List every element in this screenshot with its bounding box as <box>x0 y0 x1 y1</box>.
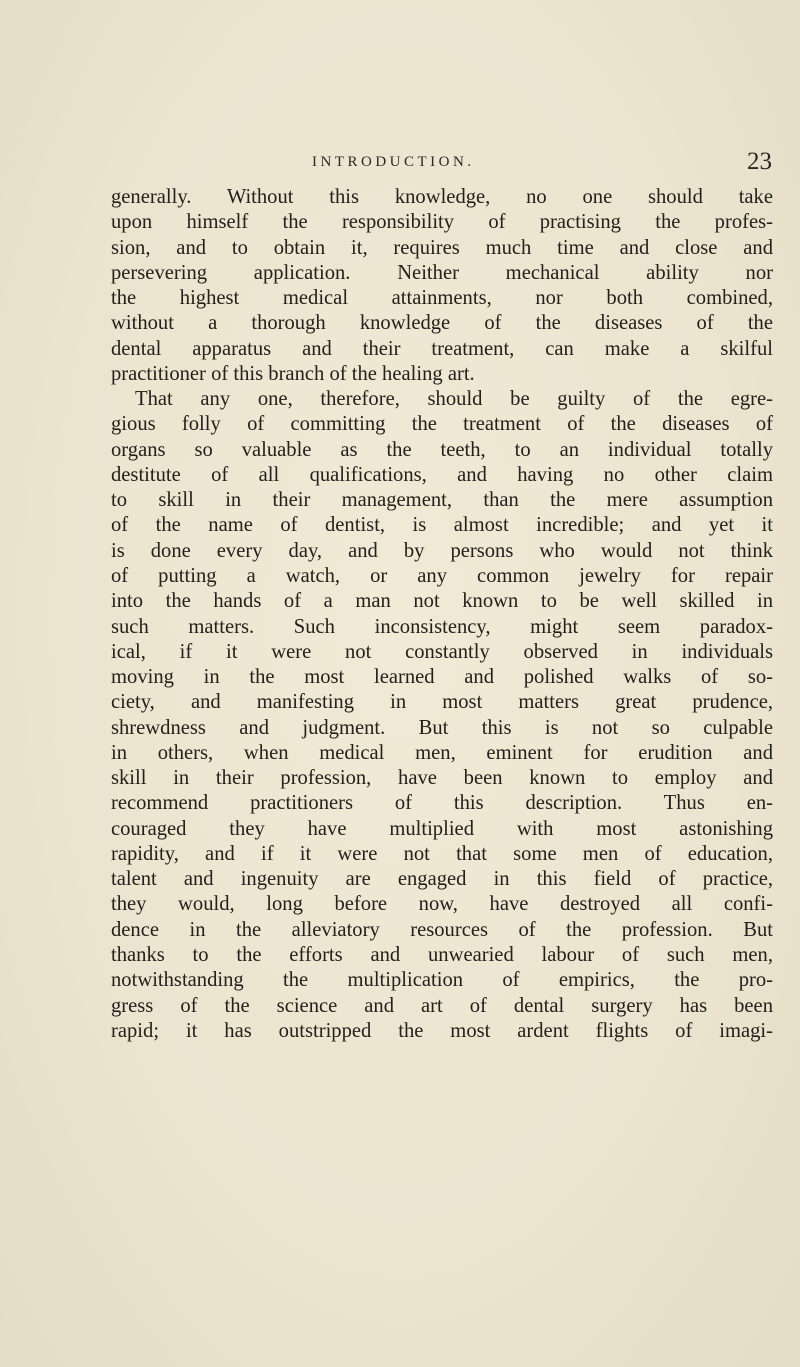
text-line: rapid; it has outstripped the most ardent flights of imagi- <box>111 1019 773 1042</box>
text-line: rapidity, and if it were not that some men of education, <box>111 842 773 865</box>
text-line: gress of the science and art of dental surgery has been <box>111 994 773 1017</box>
text-line: destitute of all qualifications, and having no other claim <box>111 463 773 486</box>
text-line: such matters. Such inconsistency, might seem paradox- <box>111 615 773 638</box>
text-line: generally. Without this knowledge, no one should take <box>111 186 773 208</box>
text-line: in others, when medical men, eminent for erudition and <box>111 741 773 764</box>
text-line: couraged they have multiplied with most astonishing <box>111 817 773 840</box>
text-line: That any one, therefore, should be guilty of the egre- <box>135 388 773 411</box>
text-line: organs so valuable as the teeth, to an individual totally <box>111 438 773 461</box>
text-line: upon himself the responsibility of practising the profes- <box>111 211 773 234</box>
text-line: gious folly of committing the treatment of the diseases of <box>111 413 773 436</box>
text-line: persevering application. Neither mechanical ability nor <box>111 261 773 284</box>
text-line: without a thorough knowledge of the diseases of the <box>111 312 773 335</box>
text-line: practitioner of this branch of the healing art. <box>111 362 475 385</box>
text-line: thanks to the efforts and unwearied labour of such men, <box>111 943 773 966</box>
text-line: dental apparatus and their treatment, can make a skilful <box>111 337 773 360</box>
text-line: is done every day, and by persons who would not think <box>111 539 773 562</box>
body-text <box>111 185 773 1044</box>
text-line: ciety, and manifesting in most matters great prudence, <box>111 691 773 714</box>
text-line: moving in the most learned and polished walks of so- <box>111 666 773 689</box>
text-line: dence in the alleviatory resources of the profession. But <box>111 918 773 941</box>
text-line: the highest medical attainments, nor both combined, <box>111 287 773 310</box>
text-line: skill in their profession, have been known to employ and <box>111 767 773 790</box>
text-line: recommend practitioners of this description. Thus en- <box>111 792 773 815</box>
text-line: talent and ingenuity are engaged in this field of practice, <box>111 868 773 891</box>
text-line: of the name of dentist, is almost incredible; and yet it <box>111 514 773 537</box>
text-line: to skill in their management, than the mere assumption <box>111 489 773 512</box>
text-line: sion, and to obtain it, requires much time and close and <box>111 236 773 259</box>
text-line: shrewdness and judgment. But this is not so culpable <box>111 716 773 739</box>
running-head: INTRODUCTION. <box>312 154 475 170</box>
page-header <box>200 148 772 182</box>
text-line: notwithstanding the multiplication of empirics, the pro- <box>111 969 773 992</box>
text-line: into the hands of a man not known to be well skilled in <box>111 590 773 613</box>
page-number: 23 <box>747 148 772 175</box>
text-line: they would, long before now, have destroyed all confi- <box>111 893 773 916</box>
text-line: of putting a watch, or any common jewelry for repair <box>111 564 773 587</box>
text-line: ical, if it were not constantly observed in individuals <box>111 640 773 663</box>
